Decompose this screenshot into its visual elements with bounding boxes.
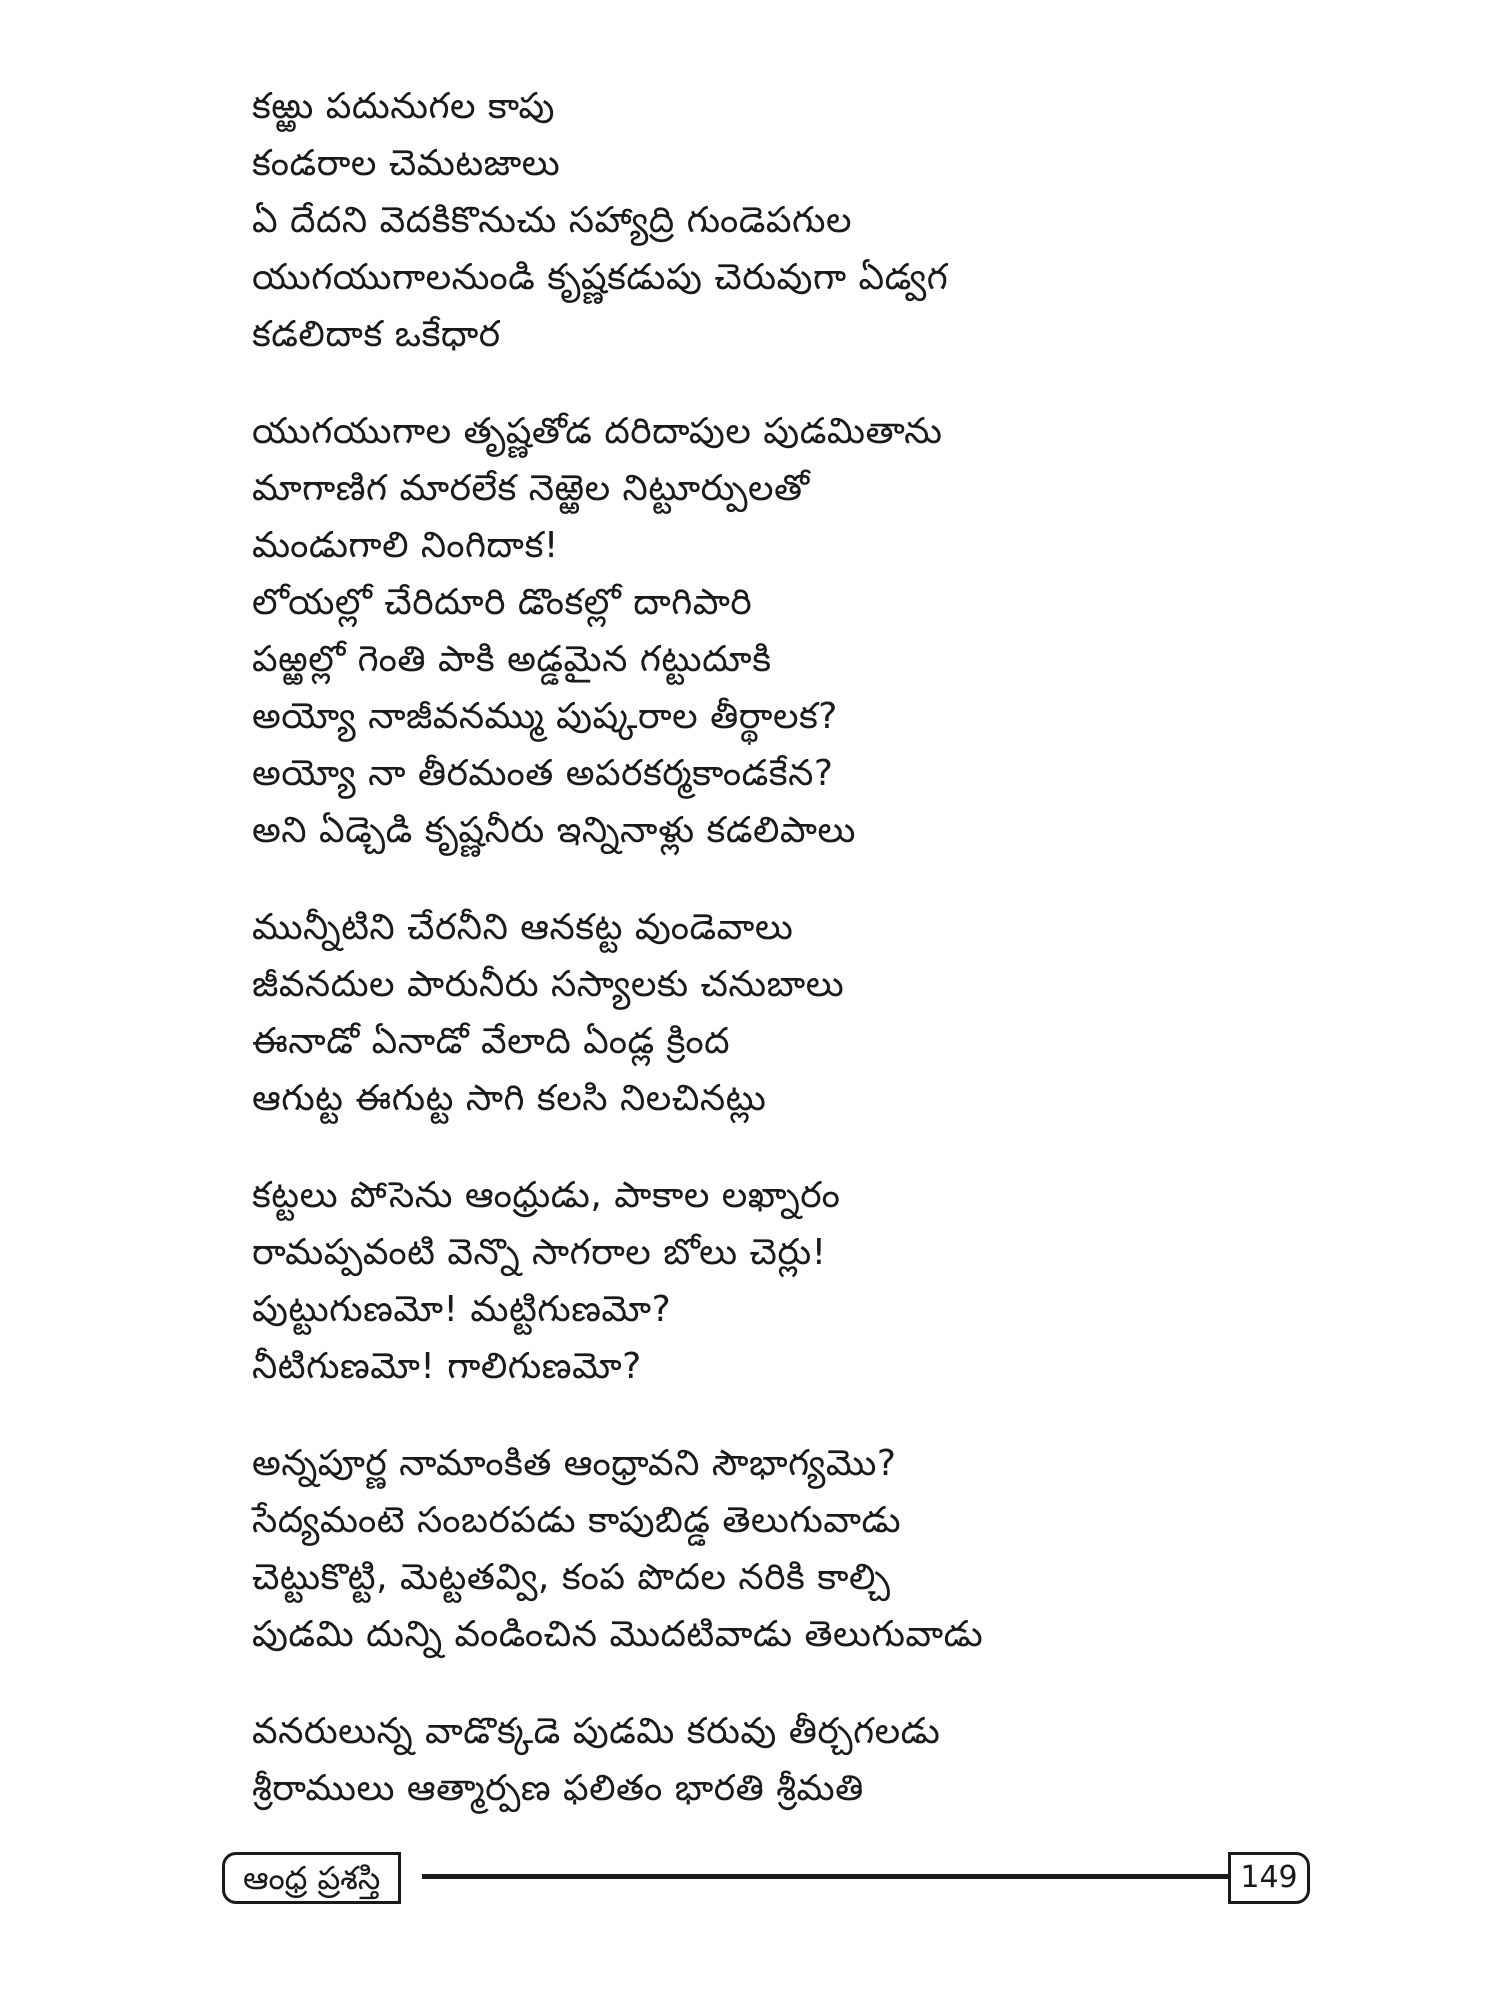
page-footer	[222, 1852, 1310, 1902]
footer-divider	[422, 1874, 1230, 1879]
poem-line: యుగయుగాల తృష్ణతోడ దరిదాపుల పుడమితాను	[252, 411, 943, 452]
poem-line: అన్నపూర్ణ నామాంకిత ఆంధ్రావని సౌభాగ్యమొ?	[252, 1443, 897, 1484]
book-title: ఆంధ్ర ప్రశస్తి	[222, 1852, 401, 1904]
page-number: 149	[1228, 1852, 1310, 1904]
poem-body	[252, 78, 1352, 1857]
poem-line: వనరులున్న వాడొక్కడె పుడమి కరువు తీర్చగలడు	[252, 1711, 941, 1752]
poem-line: ఆగుట్ట ఈగుట్ట సాగి కలసి నిలచినట్లు	[252, 1078, 767, 1119]
poem-line: పఱ్ఱల్లో గెంతి పాకి అడ్డమైన గట్టుదూకి	[252, 639, 772, 680]
poem-line: పుట్టుగుణమో! మట్టిగుణమో?	[252, 1289, 672, 1330]
poem-line: కఱ్ఱు పదునుగల కాపు	[252, 86, 555, 127]
poem-line: అయ్యో నాజీవనమ్ము పుష్కరాల తీర్థాలక?	[252, 696, 838, 737]
poem-line: శ్రీరాములు ఆత్మార్పణ ఫలితం భారతి శ్రీమతి	[252, 1768, 864, 1809]
poem-line: మండుగాలి నింగిదాక!	[252, 525, 559, 566]
poem-line: పుడమి దున్ని వండించిన మొదటివాడు తెలుగువాడు	[252, 1614, 984, 1655]
poem-line: అని ఏడ్చెడి కృష్ణనీరు ఇన్నినాళ్లు కడలిపాలు	[252, 810, 856, 851]
poem-line: యుగయుగాలనుండి కృష్ణకడుపు చెరువుగా ఏడ్వగ	[252, 257, 949, 298]
poem-line: చెట్టుకొట్టి, మెట్టతవ్వి, కంప పొదల నరికి కాల్చి	[252, 1557, 891, 1598]
poem-line: రామప్పవంటి వెన్నొ సాగరాల బోలు చెర్లు!	[252, 1232, 827, 1273]
poem-line: ఏ దేదని వెదకికొనుచు సహ్యాద్రి గుండెపగుల	[252, 200, 852, 241]
poem-line: నీటిగుణమో! గాలిగుణమో?	[252, 1346, 642, 1387]
poem-line: కట్టలు పోసెను ఆంధ్రుడు, పాకాల లఖ్నారం	[252, 1175, 841, 1216]
stanza	[252, 1167, 1352, 1395]
stanza	[252, 1703, 1352, 1817]
poem-line: జీవనదుల పారునీరు సస్యాలకు చనుబాలు	[252, 964, 845, 1005]
poem-line: అయ్యో నా తీరమంత అపరకర్మకాండకేన?	[252, 753, 834, 794]
poem-line: ఈనాడో ఏనాడో వేలాది ఏండ్ల క్రింద	[252, 1021, 731, 1062]
poem-line: కడలిదాక ఒకేధార	[252, 314, 501, 355]
stanza	[252, 1435, 1352, 1663]
stanza	[252, 899, 1352, 1127]
poem-line: సేద్యమంటె సంబరపడు కాపుబిడ్డ తెలుగువాడు	[252, 1500, 902, 1541]
stanza	[252, 403, 1352, 859]
stanza	[252, 78, 1352, 363]
poem-line: మున్నీటిని చేరనీని ఆనకట్ట వుండెవాలు	[252, 907, 794, 948]
poem-line: లోయల్లో చేరిదూరి డొంకల్లో దాగిపారి	[252, 582, 753, 623]
poem-line: కండరాల చెమటజాలు	[252, 143, 561, 184]
poem-line: మాగాణిగ మారలేక నెఱ్ఱెల నిట్టూర్పులతో	[252, 468, 810, 509]
